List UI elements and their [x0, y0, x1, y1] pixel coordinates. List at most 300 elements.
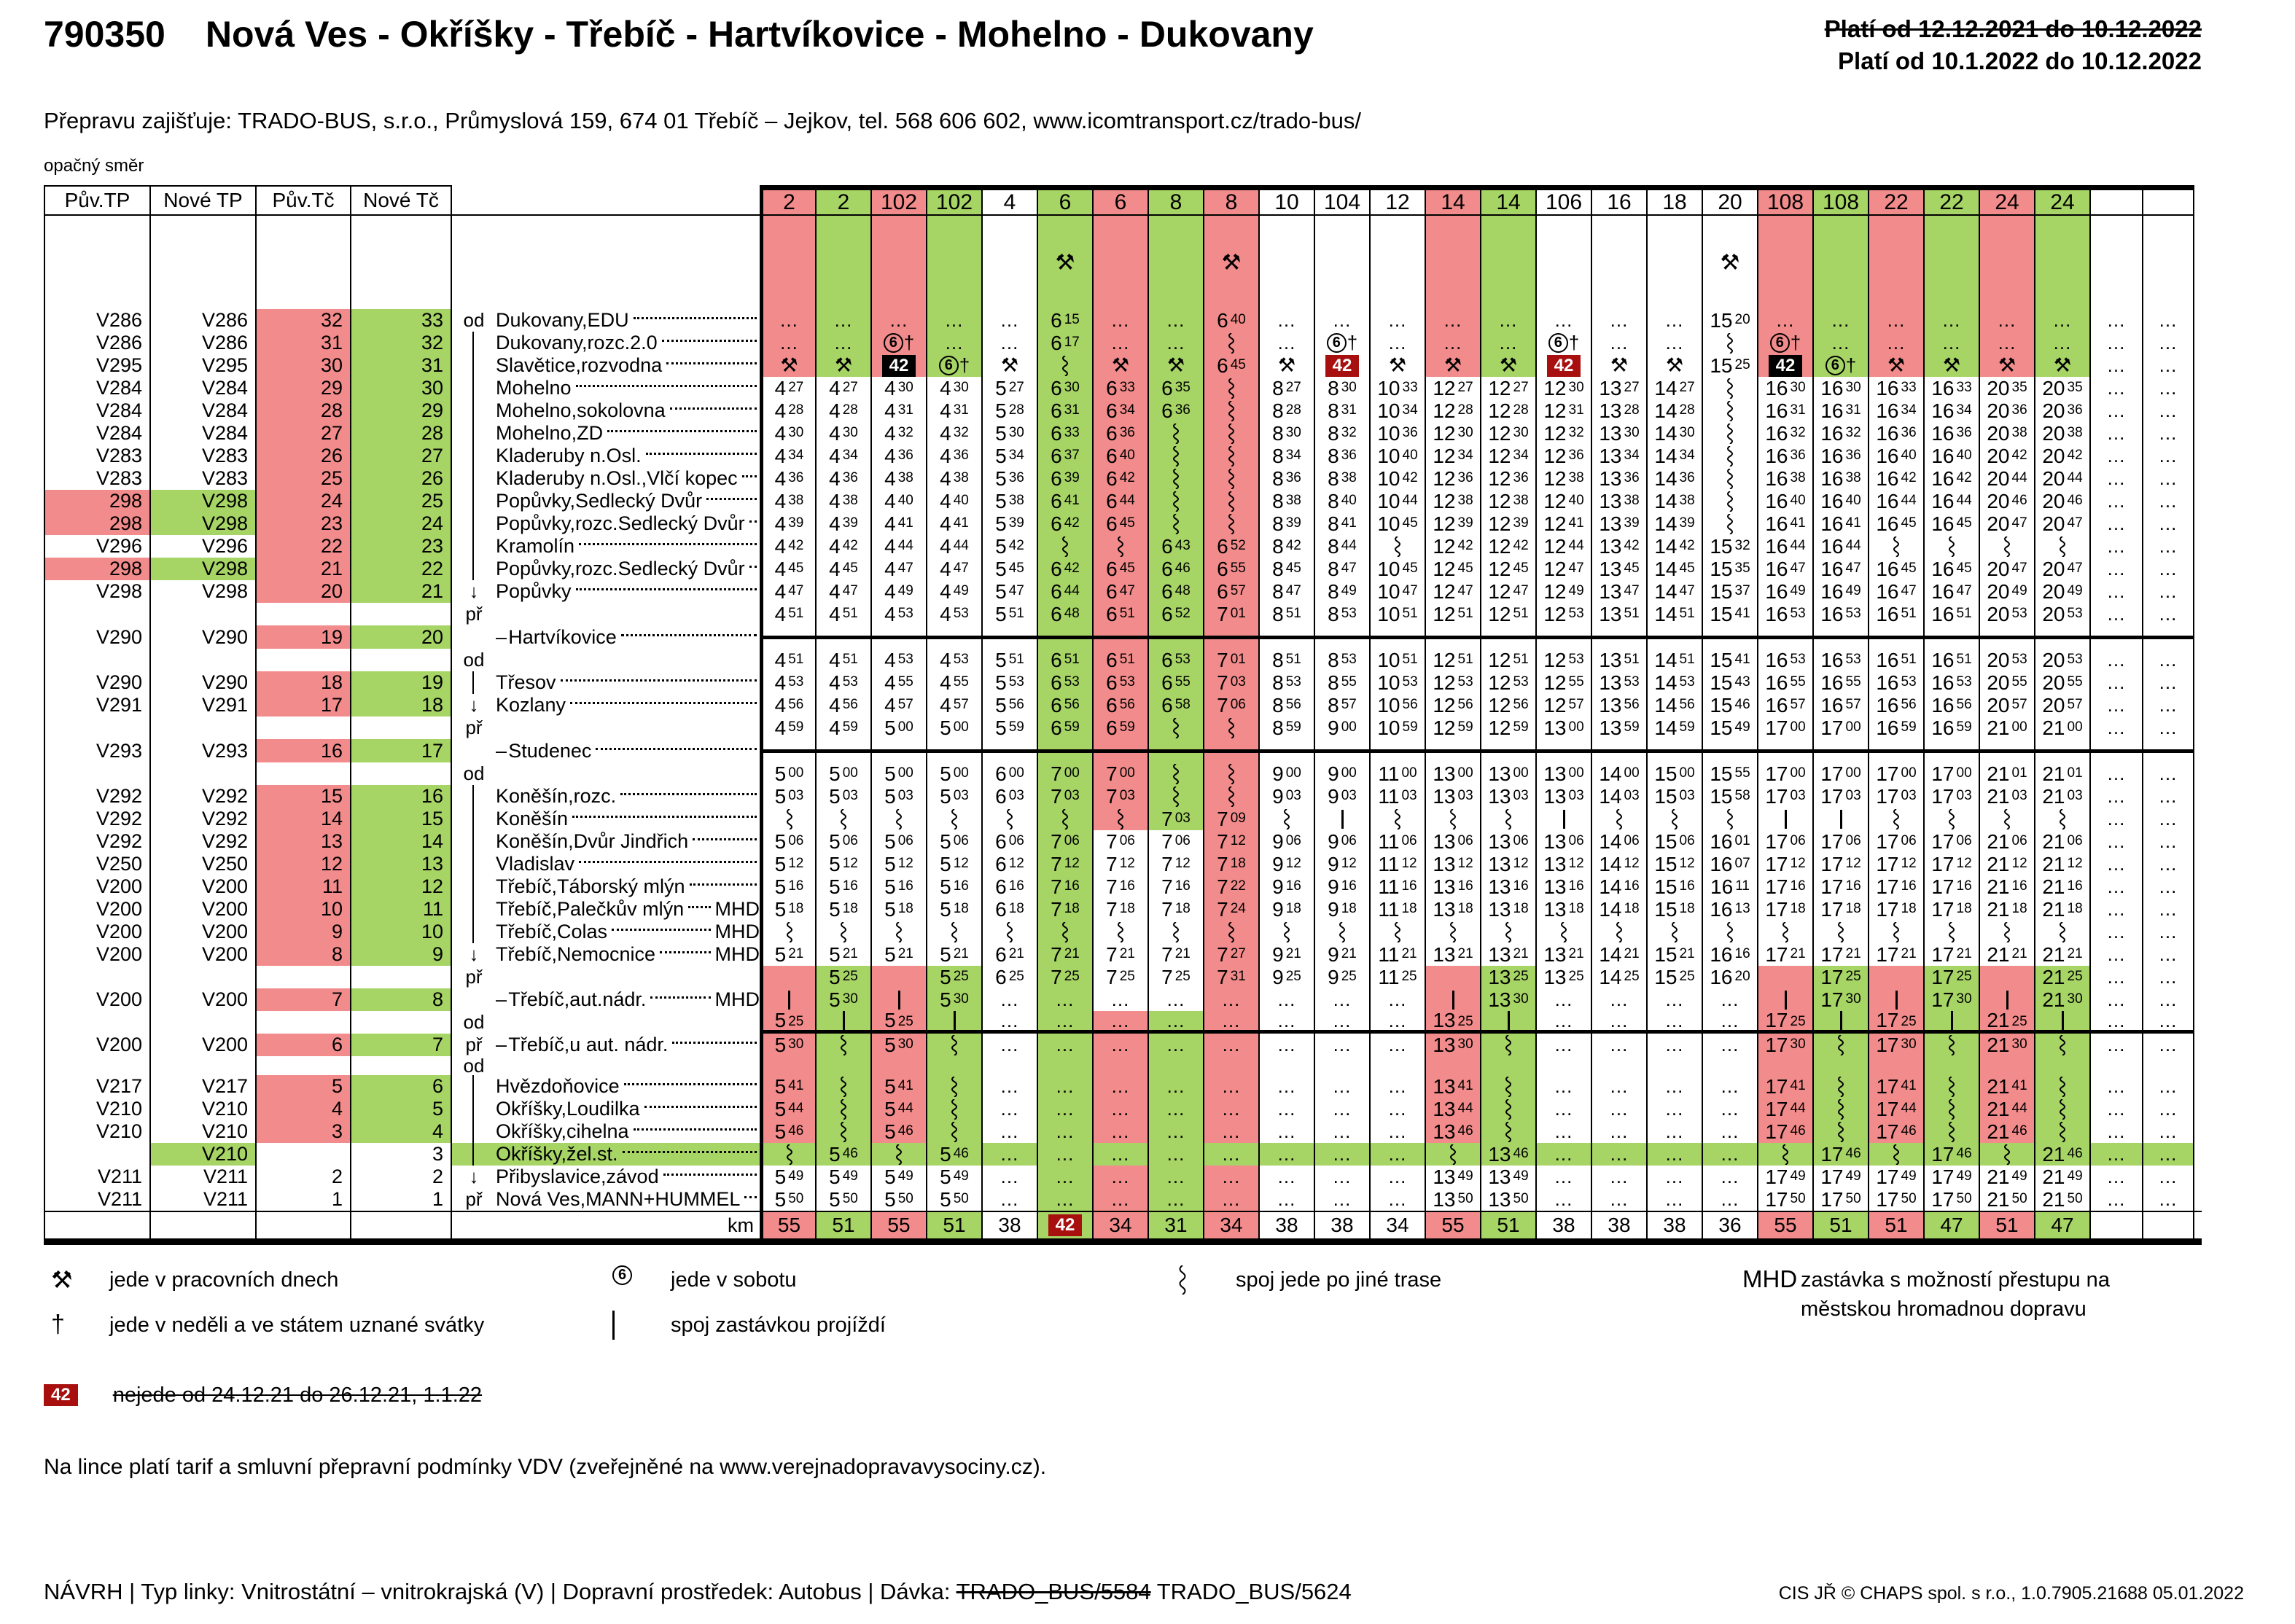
time-minute: 38 [1624, 493, 1640, 508]
time-cell [1923, 853, 1979, 875]
table-row [44, 309, 2202, 332]
time-minute: 28 [1008, 402, 1024, 418]
time-hour: 16 [1876, 603, 1899, 625]
time-cell [1314, 309, 1369, 332]
time-cell [1369, 830, 1425, 853]
time-minute: 51 [1679, 652, 1695, 667]
time-minute: 56 [788, 697, 804, 712]
no-service-dots: ... [1665, 1098, 1684, 1120]
dotted-leader [742, 475, 757, 477]
time-cell [1258, 943, 1314, 966]
time-minute: 06 [1956, 833, 1972, 848]
time-cell [1757, 625, 1812, 649]
time-hour: 13 [1543, 717, 1567, 739]
time-minute: 59 [1624, 719, 1640, 735]
workdays-icon: ⚒ [1166, 354, 1185, 376]
tp-tc-cell: 16 [350, 785, 452, 808]
time-minute: 12 [2011, 856, 2027, 871]
time-cell [926, 1056, 981, 1075]
saturday-icon: 6 [612, 1265, 632, 1285]
time-cell [2089, 875, 2142, 898]
time-minute: 38 [1679, 493, 1695, 508]
time-cell [1425, 1011, 1480, 1034]
tp-tc-cell: 298 [44, 558, 149, 580]
no-service-dots: ... [2159, 943, 2178, 965]
time-cell [1702, 512, 1757, 535]
time-minute: 28 [1513, 402, 1529, 418]
time-minute: 37 [1064, 448, 1080, 463]
time-cell [1812, 853, 1868, 875]
different-route-icon [1227, 401, 1236, 421]
time-cell [1425, 762, 1480, 785]
time-cell [1646, 988, 1702, 1011]
tp-tc-cell: V292 [44, 830, 149, 853]
time-minute: 38 [1568, 470, 1584, 485]
time-cell [1535, 717, 1591, 739]
time-cell [1480, 694, 1535, 717]
time-cell [926, 808, 981, 830]
time-minute: 55 [897, 674, 913, 690]
tp-tc-cell: 32 [350, 332, 452, 354]
time-hour: 16 [1876, 467, 1899, 490]
time-cell [1702, 490, 1757, 512]
time-minute: 40 [1568, 493, 1584, 508]
time-minute: 42 [1008, 538, 1024, 553]
dotted-leader [646, 453, 757, 455]
time-hour: 14 [1654, 399, 1678, 422]
workdays-icon: ⚒ [1720, 250, 1740, 275]
time-hour: 4 [774, 603, 787, 625]
different-route-icon [2058, 1035, 2067, 1055]
time-minute: 12 [1956, 856, 1972, 871]
time-hour: 6 [1217, 535, 1228, 558]
time-cell [1646, 762, 1702, 785]
different-route-icon [1172, 514, 1180, 534]
time-cell [1203, 1143, 1258, 1166]
legend-item [605, 1311, 886, 1340]
km-value: 38 [1552, 1214, 1575, 1236]
time-hour: 20 [2042, 649, 2065, 671]
time-minute: 00 [1513, 765, 1529, 781]
time-hour: 7 [1051, 875, 1062, 898]
time-minute: 36 [1624, 470, 1640, 485]
time-cell [1868, 422, 1923, 445]
time-minute: 49 [1568, 583, 1584, 598]
time-cell [2142, 490, 2194, 512]
no-service-dots: ... [1000, 1166, 1019, 1187]
time-hour: 7 [1217, 898, 1228, 921]
different-route-icon [1504, 1035, 1513, 1055]
time-hour: 16 [1931, 490, 1955, 512]
time-minute: 00 [1790, 719, 1806, 735]
time-hour: 9 [1328, 785, 1339, 808]
time-hour: 12 [1543, 422, 1567, 445]
time-hour: 13 [1599, 671, 1622, 694]
time-minute: 21 [1285, 946, 1301, 961]
tp-tc-cell: V210 [44, 1120, 149, 1143]
dotted-leader [666, 362, 757, 364]
time-cell [1868, 1212, 1923, 1238]
tp-tc-cell: 31 [350, 354, 452, 377]
time-cell [1480, 762, 1535, 785]
time-minute: 12 [1513, 856, 1529, 871]
time-hour: 4 [884, 445, 896, 467]
route-arrow-line [472, 830, 474, 853]
note-42-badge: 42 [882, 355, 916, 377]
time-cell [1148, 1098, 1203, 1120]
time-minute: 51 [1285, 606, 1301, 621]
time-hour: 4 [940, 671, 951, 694]
no-service-dots: ... [2159, 853, 2178, 875]
time-cell [1868, 649, 1923, 671]
time-minute: 38 [1285, 493, 1301, 508]
time-hour: 15 [1654, 785, 1678, 808]
table-row [44, 377, 2202, 399]
different-route-icon [1177, 1265, 1188, 1300]
time-hour: 17 [1931, 853, 1955, 875]
time-cell [1979, 1056, 2034, 1075]
time-hour: 12 [1488, 467, 1511, 490]
time-minute: 18 [1513, 901, 1529, 916]
time-hour: 13 [1599, 399, 1622, 422]
time-cell [1591, 1166, 1646, 1188]
time-minute: 51 [1008, 652, 1024, 667]
no-service-dots: ... [1111, 1011, 1130, 1031]
time-minute: 38 [1790, 470, 1806, 485]
time-cell [1591, 1212, 1646, 1238]
time-cell [1314, 671, 1369, 694]
time-cell [1203, 1056, 1258, 1075]
time-cell [1979, 603, 2034, 625]
time-cell [1203, 467, 1258, 490]
km-value: 38 [1608, 1214, 1631, 1236]
time-cell [815, 671, 870, 694]
time-cell [1425, 694, 1480, 717]
no-service-dots: ... [1000, 1011, 1019, 1031]
time-cell [2034, 535, 2089, 558]
time-minute: 51 [788, 652, 804, 667]
trip-number: 6 [1037, 185, 1092, 216]
time-cell [1425, 1034, 1480, 1056]
route-arrow-line [472, 898, 474, 921]
time-hour: 16 [1820, 671, 1844, 694]
different-route-icon [1947, 1077, 1956, 1097]
time-hour: 4 [884, 603, 896, 625]
time-cell [1425, 1056, 1480, 1075]
time-cell [1480, 1011, 1535, 1034]
time-cell [870, 1098, 926, 1120]
no-service-dots: ... [1333, 1166, 1352, 1187]
time-minute: 39 [1457, 515, 1473, 531]
time-cell [1702, 309, 1757, 332]
dotted-leader [744, 1196, 757, 1198]
time-hour: 15 [1710, 535, 1733, 558]
time-hour: 6 [995, 966, 1007, 988]
time-cell [926, 966, 981, 988]
km-value: 38 [1663, 1214, 1686, 1236]
time-hour: 8 [1328, 558, 1339, 580]
legend-item [1170, 1265, 1441, 1300]
time-cell [2034, 1120, 2089, 1143]
km-value: 36 [1718, 1214, 1742, 1236]
time-minute: 39 [1513, 515, 1529, 531]
time-cell [2142, 1188, 2194, 1211]
time-cell [870, 377, 926, 399]
table-row [44, 1211, 2202, 1238]
time-cell [760, 943, 815, 966]
no-service-dots: ... [2107, 354, 2126, 376]
time-hour: 17 [1820, 1143, 1844, 1166]
time-hour: 17 [1931, 1166, 1955, 1188]
time-minute: 31 [1064, 402, 1080, 418]
time-minute: 00 [1285, 765, 1301, 781]
time-cell [1979, 1188, 2034, 1211]
time-cell [1702, 1188, 1757, 1211]
trip-number: 18 [1646, 185, 1702, 216]
time-cell [1812, 603, 1868, 625]
different-route-icon [1172, 491, 1180, 512]
time-minute: 16 [1064, 878, 1080, 894]
time-cell [1425, 830, 1480, 853]
time-minute: 36 [1402, 425, 1418, 440]
time-cell [1092, 853, 1148, 875]
no-service-dots: ... [1610, 988, 1629, 1010]
time-cell [981, 603, 1037, 625]
time-cell [1702, 1056, 1757, 1075]
time-cell [1868, 216, 1923, 309]
time-cell [1757, 785, 1812, 808]
tp-tc-cell: V290 [149, 625, 255, 649]
time-cell [1037, 1011, 1092, 1034]
time-cell [2089, 762, 2142, 785]
time-minute: 59 [1285, 719, 1301, 735]
no-service-dots: ... [2053, 309, 2072, 331]
time-minute: 12 [1285, 856, 1301, 871]
time-cell [1757, 898, 1812, 921]
time-hour: 6 [1051, 694, 1062, 717]
time-minute: 30 [2011, 1037, 2027, 1052]
time-hour: 4 [829, 603, 841, 625]
time-cell [760, 309, 815, 332]
time-cell [1425, 1166, 1480, 1188]
dotted-leader [644, 1106, 757, 1108]
time-cell [760, 1143, 815, 1166]
time-cell [1979, 354, 2034, 377]
time-cell [2142, 422, 2194, 445]
different-route-icon [1836, 1122, 1845, 1142]
no-service-dots: ... [1166, 309, 1185, 331]
no-service-dots: ... [2159, 1120, 2178, 1142]
time-minute: 38 [897, 470, 913, 485]
time-cell [1812, 309, 1868, 332]
time-minute: 47 [897, 561, 913, 576]
time-hour: 5 [940, 875, 951, 898]
time-cell [1979, 830, 2034, 853]
time-cell [815, 1188, 870, 1211]
time-hour: 6 [1106, 512, 1118, 535]
tp-tc-cell: 17 [255, 694, 350, 717]
workdays-icon: ⚒ [51, 1266, 73, 1293]
time-cell [1868, 739, 1923, 762]
time-cell [1702, 467, 1757, 490]
no-service-dots: ... [1166, 1143, 1185, 1165]
time-minute: 25 [842, 969, 858, 984]
time-cell [1646, 216, 1702, 309]
time-hour: 6 [1051, 377, 1062, 399]
time-minute: 56 [1901, 697, 1917, 712]
no-service-dots: ... [1056, 1011, 1075, 1031]
passes-stop-icon [1840, 810, 1842, 829]
time-cell [981, 535, 1037, 558]
different-route-icon [1393, 536, 1402, 557]
time-minute: 30 [897, 1037, 913, 1052]
time-cell [1591, 467, 1646, 490]
no-service-dots: ... [1000, 1075, 1019, 1097]
time-cell [870, 1143, 926, 1166]
time-minute: 00 [1401, 765, 1417, 781]
different-route-icon [1726, 423, 1734, 444]
time-hour: 10 [1377, 490, 1400, 512]
time-cell [1757, 739, 1812, 762]
time-hour: 14 [1599, 853, 1622, 875]
time-hour: 7 [1217, 671, 1228, 694]
time-hour: 14 [1599, 943, 1622, 966]
tp-tc-cell: 30 [350, 377, 452, 399]
time-minute: 18 [1679, 901, 1695, 916]
time-cell [2089, 377, 2142, 399]
time-hour: 21 [1987, 762, 2010, 785]
time-minute: 49 [953, 583, 969, 598]
legend-badge-row [44, 1381, 482, 1410]
time-minute: 21 [1457, 946, 1473, 961]
time-minute: 18 [1064, 901, 1080, 916]
saturday-icon: 6 [1548, 333, 1568, 353]
dotted-leader [623, 1151, 757, 1153]
time-cell [2034, 875, 2089, 898]
time-minute: 33 [1119, 380, 1135, 395]
time-hour: 9 [1328, 898, 1339, 921]
time-minute: 36 [788, 470, 804, 485]
time-hour: 7 [1217, 808, 1228, 830]
time-cell [1425, 580, 1480, 603]
time-minute: 36 [1956, 425, 1972, 440]
time-minute: 50 [2067, 1191, 2083, 1206]
time-cell [1148, 1034, 1203, 1056]
time-cell [1812, 1120, 1868, 1143]
time-minute: 59 [1119, 719, 1135, 735]
time-hour: 13 [1599, 603, 1622, 625]
time-hour: 21 [2042, 785, 2065, 808]
no-service-dots: ... [2107, 490, 2126, 512]
time-minute: 42 [1956, 470, 1972, 485]
different-route-icon [1227, 786, 1236, 807]
time-cell [926, 1011, 981, 1034]
time-hour: 13 [1433, 1188, 1456, 1211]
no-service-dots: ... [1333, 1034, 1352, 1055]
time-hour: 13 [1543, 875, 1567, 898]
different-route-icon [1781, 1144, 1790, 1165]
time-hour: 6 [1161, 603, 1173, 625]
time-hour: 13 [1488, 898, 1511, 921]
time-minute: 53 [2011, 606, 2027, 621]
different-route-icon [1061, 922, 1069, 942]
time-hour: 10 [1377, 558, 1400, 580]
time-minute: 49 [788, 1168, 804, 1184]
different-route-icon [785, 809, 794, 829]
time-cell [1203, 1188, 1258, 1211]
time-minute: 31 [1230, 969, 1246, 984]
time-cell [1646, 921, 1702, 943]
time-hour: 7 [1217, 694, 1228, 717]
time-minute: 36 [1790, 448, 1806, 463]
different-route-icon [1947, 536, 1956, 557]
tp-tc-cell [350, 603, 452, 625]
time-minute: 00 [1901, 765, 1917, 781]
table-row [44, 1120, 2202, 1143]
tp-tc-cell [149, 649, 255, 671]
time-cell [1203, 512, 1258, 535]
time-cell [2089, 671, 2142, 694]
time-cell [2089, 1188, 2142, 1211]
time-minute: 03 [1845, 788, 1861, 803]
time-cell [1148, 830, 1203, 853]
time-cell [1812, 1188, 1868, 1211]
time-cell [1258, 512, 1314, 535]
time-hour: 17 [1931, 830, 1955, 853]
tp-tc-cell [44, 966, 149, 988]
time-cell [1037, 1098, 1092, 1120]
time-minute: 16 [1734, 946, 1750, 961]
time-cell [1923, 785, 1979, 808]
table-row [44, 1143, 2202, 1166]
time-hour: 14 [1599, 875, 1622, 898]
time-cell [926, 512, 981, 535]
time-cell [760, 649, 815, 671]
time-hour: 21 [2042, 898, 2065, 921]
time-cell [981, 1011, 1037, 1034]
time-cell [815, 1011, 870, 1034]
time-cell [1369, 671, 1425, 694]
no-service-dots: ... [2159, 671, 2178, 693]
time-cell [1757, 943, 1812, 966]
time-minute: 00 [897, 765, 913, 781]
time-minute: 36 [1119, 425, 1135, 440]
time-cell [2142, 1212, 2194, 1238]
tp-tc-cell: 4 [255, 1098, 350, 1120]
time-cell [1979, 694, 2034, 717]
time-cell [1425, 625, 1480, 649]
different-route-icon [1947, 1122, 1956, 1142]
time-cell [1702, 875, 1757, 898]
time-hour: 6 [1106, 422, 1118, 445]
time-cell [1037, 1056, 1092, 1075]
no-service-dots: ... [2107, 1075, 2126, 1097]
time-minute: 42 [1901, 470, 1917, 485]
time-cell [1314, 216, 1369, 309]
saturday-icon: 6 [939, 356, 959, 375]
time-cell [1425, 1143, 1480, 1166]
time-hour: 21 [1987, 1011, 2010, 1031]
tp-tc-cell: V290 [149, 671, 255, 694]
time-cell [1037, 649, 1092, 671]
no-service-dots: ... [1222, 1188, 1241, 1210]
station-name: Nová Ves,MANN+HUMMEL [496, 1188, 741, 1210]
time-cell [1037, 921, 1092, 943]
time-minute: 21 [1845, 946, 1861, 961]
tp-tc-cell: 6 [255, 1034, 350, 1056]
route-arrow-icon: ↓ [469, 1166, 479, 1187]
time-hour: 14 [1654, 445, 1678, 467]
